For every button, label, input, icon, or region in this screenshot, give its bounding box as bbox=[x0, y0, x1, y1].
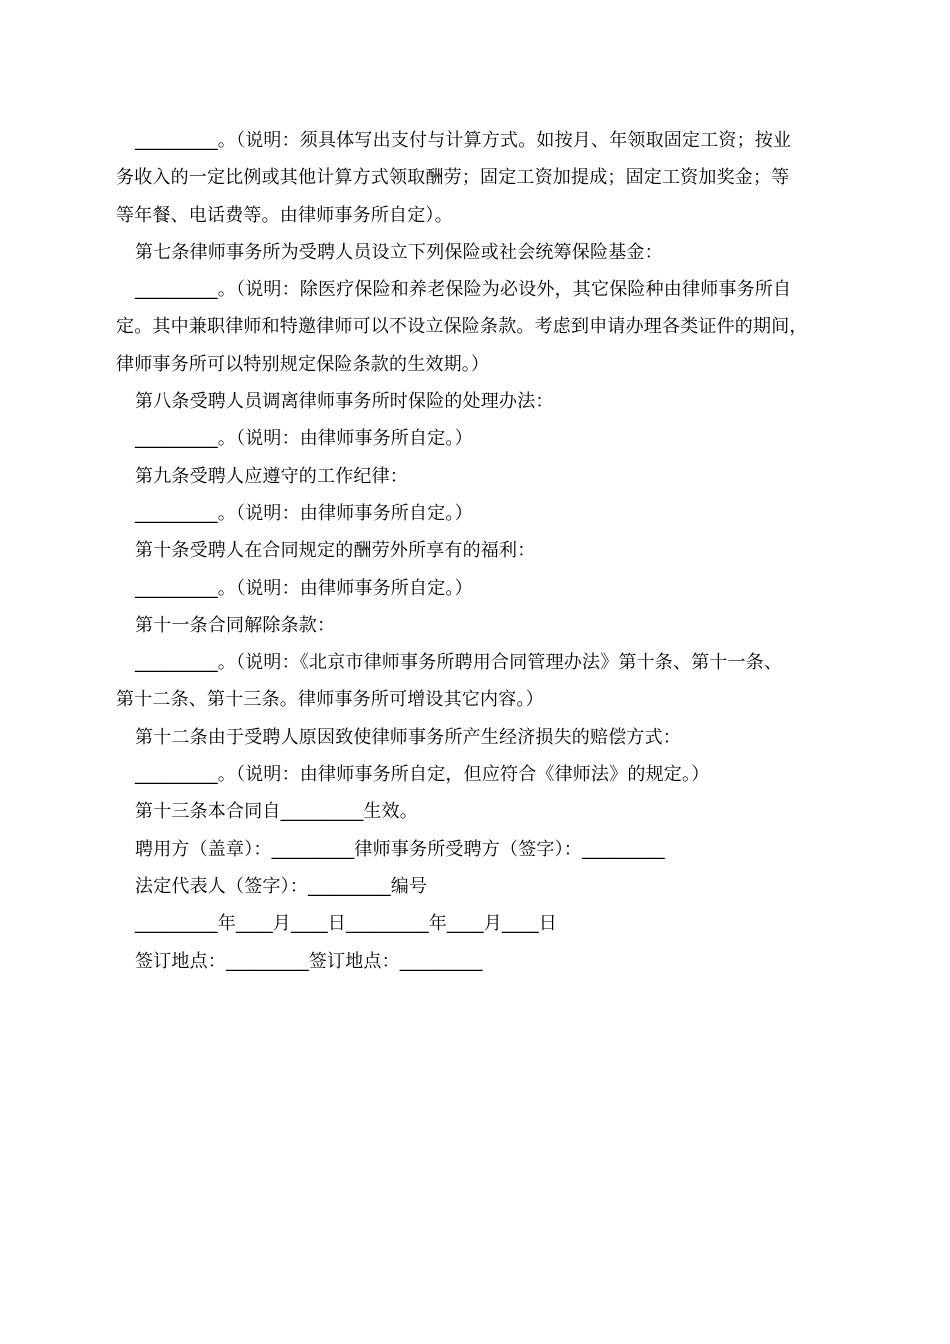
payment-note-line-2: 务收入的一定比例或其他计算方式领取酬劳；固定工资加提成；固定工资加奖金；等 bbox=[116, 167, 790, 189]
article-10-heading: 第十条受聘人在合同规定的酬劳外所享有的福利： bbox=[135, 540, 536, 562]
article-7-heading: 第七条律师事务所为受聘人员设立下列保险或社会统筹保险基金： bbox=[135, 241, 663, 263]
document-body bbox=[116, 122, 846, 980]
article-9-blank-line: _________。（说明：由律师事务所自定。） bbox=[135, 502, 473, 524]
signing-location-line: 签订地点：_________签订地点：_________ bbox=[135, 950, 483, 972]
article-7-note-line-3: 律师事务所可以特别规定保险条款的生效期。） bbox=[116, 353, 490, 375]
article-10-blank-line: _________。（说明：由律师事务所自定。） bbox=[135, 577, 473, 599]
article-13-effective-line: 第十三条本合同自_________生效。 bbox=[135, 801, 418, 823]
legal-representative-line: 法定代表人（签字）：_________编号 bbox=[135, 875, 428, 897]
article-12-heading: 第十二条由于受聘人原因致使律师事务所产生经济损失的赔偿方式： bbox=[135, 726, 681, 748]
article-9-heading: 第九条受聘人应遵守的工作纪律： bbox=[135, 465, 408, 487]
article-11-heading: 第十一条合同解除条款： bbox=[135, 614, 336, 636]
payment-blank-line: _________。（说明：须具体写出支付与计算方式。如按月、年领取固定工资；按业 bbox=[135, 130, 792, 151]
signing-date-line: _________年____月____日_________年____月____日 bbox=[135, 913, 557, 935]
payment-note-line-3: 等年餐、电话费等。由律师事务所自定）。 bbox=[116, 204, 453, 226]
article-7-note-line-2: 定。其中兼职律师和特邀律师可以不设立保险条款。考虑到申请办理各类证件的期间， bbox=[116, 316, 808, 338]
article-12-blank-line: _________。（说明：由律师事务所自定，但应符合《律师法》的规定。） bbox=[135, 764, 710, 786]
article-11-blank-line: _________。（说明：《北京市律师事务所聘用合同管理办法》第十条、第十一条、 bbox=[135, 652, 783, 674]
article-11-note-line-2: 第十二条、第十三条。律师事务所可增设其它内容。） bbox=[116, 689, 544, 711]
article-8-blank-line: _________。（说明：由律师事务所自定。） bbox=[135, 428, 473, 450]
signature-parties-line: 聘用方（盖章）：_________律师事务所受聘方（签字）：_________ bbox=[135, 838, 665, 860]
article-7-blank-line: _________。（说明：除医疗保险和养老保险为必设外，其它保险种由律师事务所自 bbox=[135, 279, 792, 301]
article-8-heading: 第八条受聘人员调离律师事务所时保险的处理办法： bbox=[135, 391, 554, 413]
